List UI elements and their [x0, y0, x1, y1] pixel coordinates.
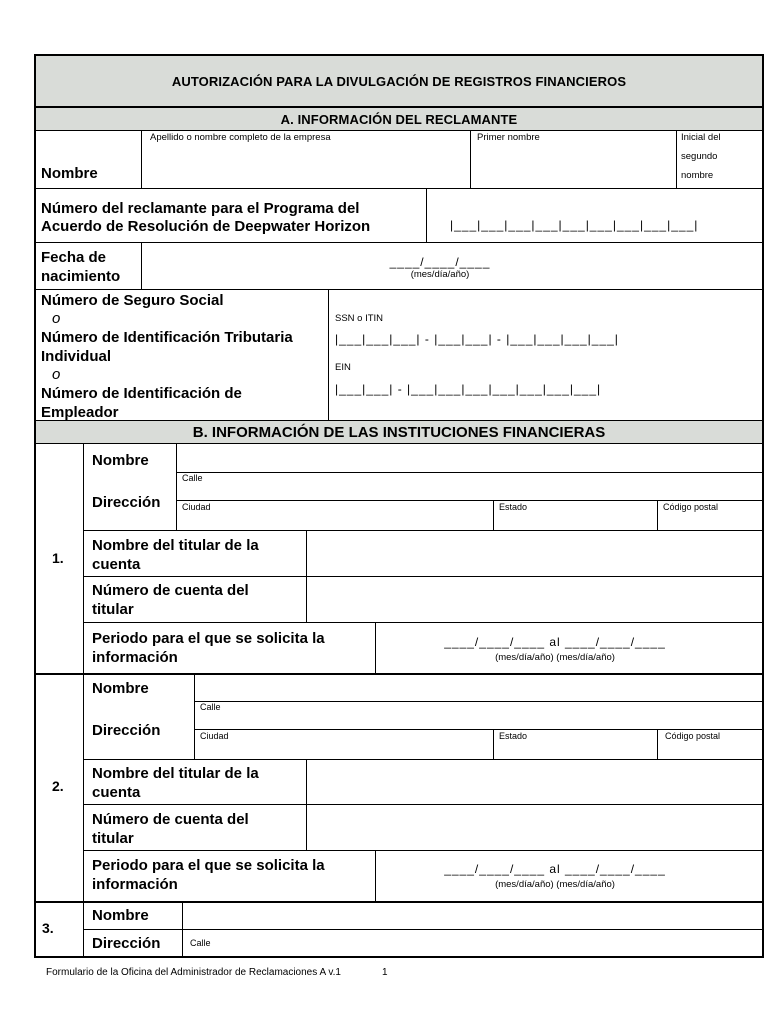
inst1-account-field[interactable] [307, 577, 762, 621]
divider [176, 472, 764, 473]
ein-caption: EIN [335, 362, 351, 373]
inst2-street-field[interactable] [195, 713, 762, 729]
inst2-zip-field[interactable] [658, 742, 762, 758]
inst2-holder-label-1: Nombre del titular de la [92, 765, 259, 782]
inst1-state-field[interactable] [494, 513, 656, 529]
divider [375, 850, 376, 901]
inst1-zip-caption: Código postal [663, 502, 719, 512]
inst2-account-field[interactable] [307, 805, 762, 849]
institution-number-1: 1. [52, 550, 64, 566]
inst1-street-caption: Calle [182, 473, 203, 483]
ein-label-1: Número de Identificación de [41, 385, 242, 402]
institution-number-3: 3. [42, 920, 54, 936]
ein-label-2: Empleador [41, 404, 119, 421]
divider [426, 188, 427, 242]
dob-caption: (mes/día/año) [410, 269, 470, 280]
divider [83, 443, 84, 673]
institution-number-2: 2. [52, 778, 64, 794]
itin-label-2: Individual [41, 348, 112, 365]
ssn-boxes[interactable]: |___|___|___| - |___|___| - |___|___|___|___| [335, 332, 619, 346]
inst1-period-field[interactable]: ____/____/____ al ____/____/____ [444, 635, 666, 649]
section-a-heading: A. INFORMACIÓN DEL RECLAMANTE [280, 112, 518, 127]
footer-form-name: Formulario de la Oficina del Administrador de Reclamaciones A v.1 [46, 967, 341, 978]
divider [83, 673, 84, 901]
first-name-caption: Primer nombre [477, 132, 540, 143]
middle-initial-caption-2: segundo [681, 151, 718, 162]
name-label: Nombre [41, 165, 98, 182]
inst1-holder-label-1: Nombre del titular de la [92, 537, 259, 554]
inst2-account-label-2: titular [92, 830, 134, 847]
inst2-state-field[interactable] [494, 742, 656, 758]
ssn-label: Número de Seguro Social [41, 292, 224, 309]
divider [194, 701, 764, 702]
divider [83, 850, 764, 851]
inst2-city-field[interactable] [195, 742, 492, 758]
inst2-city-caption: Ciudad [200, 731, 229, 741]
dob-label-1: Fecha de [41, 249, 107, 266]
inst1-holder-field[interactable] [307, 531, 762, 575]
or-label-2: o [52, 366, 61, 383]
divider [328, 289, 329, 420]
inst1-holder-label-2: cuenta [92, 556, 141, 573]
inst2-period-caption: (mes/día/año) (mes/día/año) [495, 879, 615, 890]
middle-initial-caption-1: Inicial del [681, 132, 721, 143]
form-title: AUTORIZACIÓN PARA LA DIVULGACIÓN DE REGISTROS FINANCIEROS [171, 74, 627, 89]
inst1-period-label-1: Periodo para el que se solicita la [92, 630, 325, 647]
inst2-name-label: Nombre [92, 680, 149, 697]
inst3-name-label: Nombre [92, 907, 149, 924]
last-name-field[interactable] [142, 145, 469, 187]
claimant-number-label-2: Acuerdo de Resolución de Deepwater Horizon [41, 218, 371, 235]
middle-initial-caption-3: nombre [681, 170, 714, 181]
claimant-number-boxes[interactable]: |___|___|___|___|___|___|___|___|___| [450, 218, 699, 232]
divider [176, 500, 764, 501]
inst1-city-caption: Ciudad [182, 502, 211, 512]
last-name-caption: Apellido o nombre completo de la empresa [150, 132, 331, 143]
dob-field[interactable]: ____/____/____ [389, 255, 491, 269]
inst2-period-label-2: información [92, 876, 178, 893]
divider [34, 289, 764, 290]
inst1-city-field[interactable] [177, 513, 492, 529]
inst2-address-label: Dirección [92, 722, 161, 739]
footer-page-number: 1 [382, 967, 388, 978]
inst1-period-label-2: información [92, 649, 178, 666]
itin-label-1: Número de Identificación Tributaria [41, 329, 293, 346]
ssn-caption: SSN o ITIN [335, 313, 384, 324]
inst1-name-field[interactable] [177, 444, 762, 472]
divider [83, 622, 764, 623]
or-label-1: o [52, 310, 61, 327]
inst2-name-field[interactable] [195, 675, 762, 701]
divider [676, 130, 677, 188]
inst3-street-field[interactable] [183, 930, 762, 956]
inst3-name-field[interactable] [183, 903, 762, 928]
inst1-address-label: Dirección [92, 494, 161, 511]
inst2-holder-field[interactable] [307, 760, 762, 804]
inst2-holder-label-2: cuenta [92, 784, 141, 801]
inst1-zip-field[interactable] [658, 513, 762, 529]
divider [375, 622, 376, 673]
section-b-heading: B. INFORMACIÓN DE LAS INSTITUCIONES FINANCIERAS [192, 424, 606, 441]
inst3-street-caption: Calle [190, 938, 211, 948]
claimant-number-label-1: Número del reclamante para el Programa del [41, 200, 360, 217]
divider [141, 242, 142, 289]
inst1-street-field[interactable] [177, 484, 762, 500]
inst2-account-label-1: Número de cuenta del [92, 811, 249, 828]
inst2-period-label-1: Periodo para el que se solicita la [92, 857, 325, 874]
inst2-state-caption: Estado [499, 731, 528, 741]
inst1-name-label: Nombre [92, 452, 149, 469]
inst2-street-caption: Calle [200, 702, 221, 712]
inst2-zip-caption: Código postal [665, 731, 721, 741]
dob-label-2: nacimiento [41, 268, 121, 285]
divider [34, 188, 764, 189]
first-name-field[interactable] [471, 145, 676, 187]
divider [34, 130, 764, 131]
divider [194, 729, 764, 730]
divider [34, 242, 764, 243]
inst1-period-caption: (mes/día/año) (mes/día/año) [495, 652, 615, 663]
inst1-account-label-1: Número de cuenta del [92, 582, 249, 599]
inst3-address-label: Dirección [92, 935, 161, 952]
inst2-period-field[interactable]: ____/____/____ al ____/____/____ [444, 862, 666, 876]
inst1-account-label-2: titular [92, 601, 134, 618]
ein-boxes[interactable]: |___|___| - |___|___|___|___|___|___|___| [335, 382, 602, 396]
inst1-state-caption: Estado [499, 502, 528, 512]
